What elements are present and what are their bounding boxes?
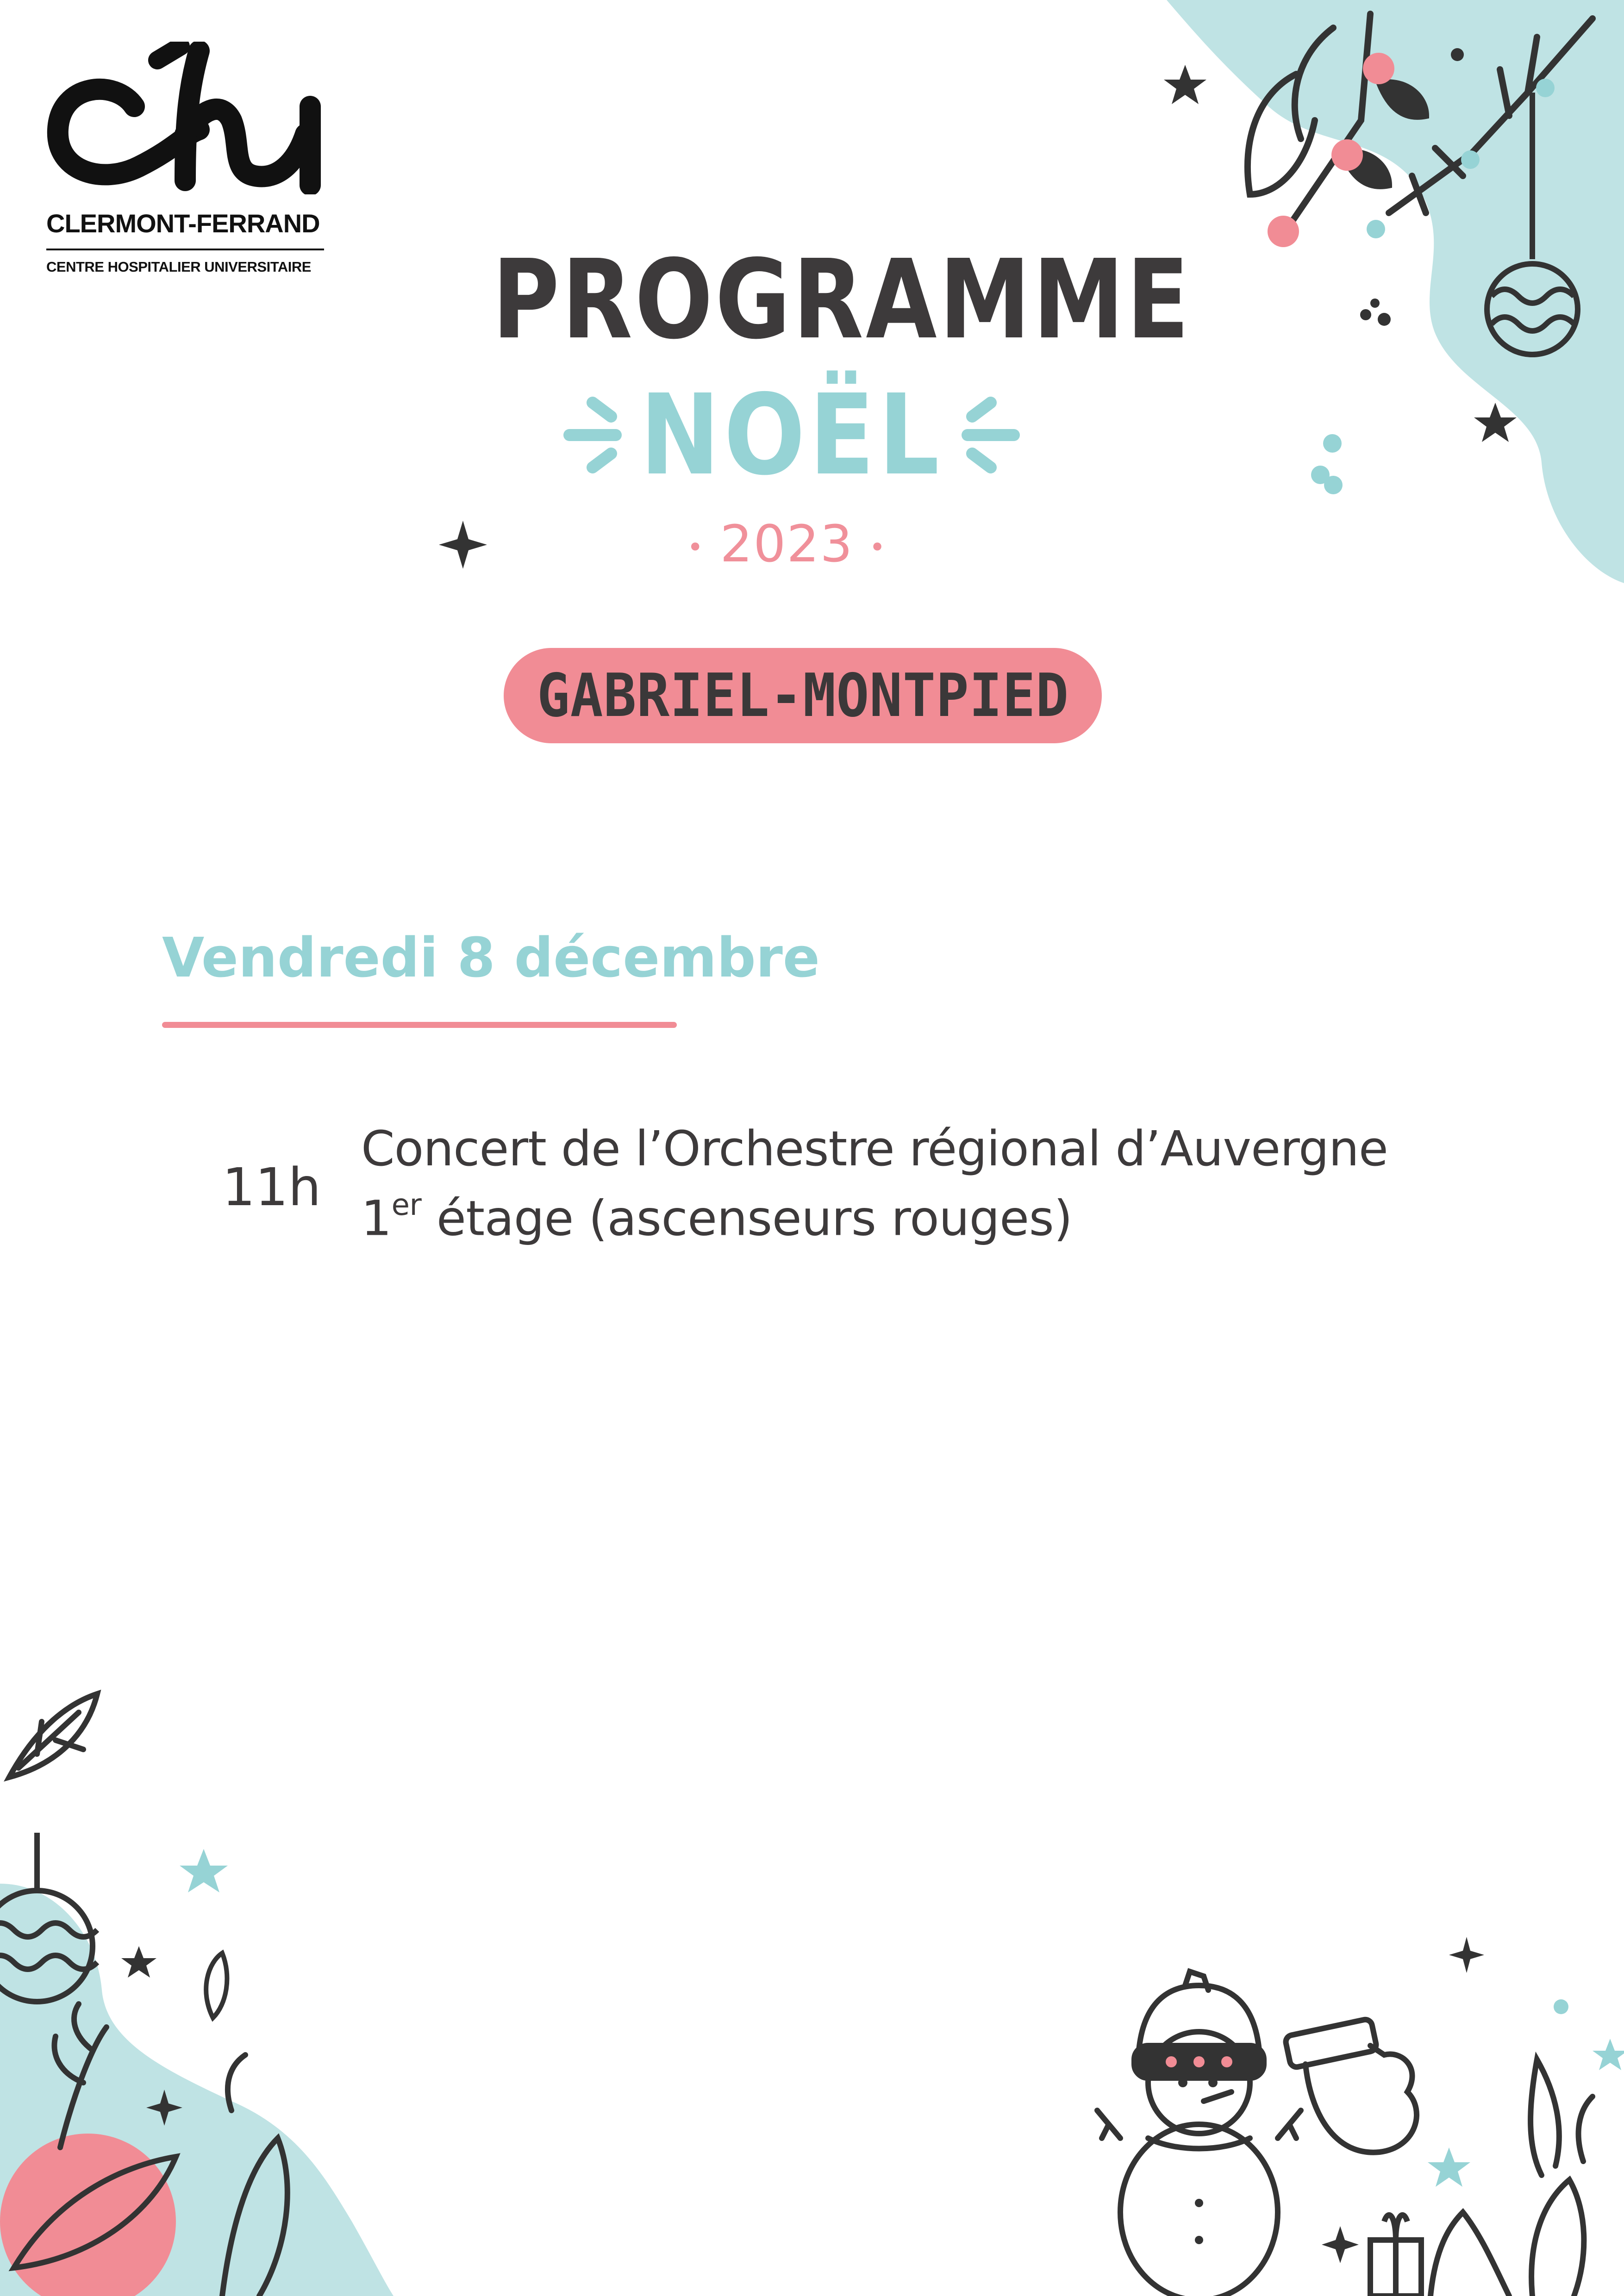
- sparkle-icon: [439, 521, 487, 569]
- star-icon: [180, 1849, 228, 1892]
- sparkle-icon: [1322, 2226, 1359, 2263]
- star-icon: [121, 1946, 156, 1978]
- event-date: Vendredi 8 décembre: [162, 926, 820, 989]
- page-subtitle: NOËL: [640, 370, 943, 500]
- star-icon: [1428, 2147, 1470, 2187]
- location-floor: 1: [361, 1190, 392, 1247]
- date-underline: [162, 1022, 677, 1028]
- gift-icon: [1370, 2215, 1421, 2296]
- year-label: [671, 514, 893, 573]
- mitten-icon: [1285, 2018, 1417, 2153]
- logo-divider: [46, 249, 324, 250]
- leaf-icon: [206, 1953, 227, 2018]
- chu-logo: [46, 42, 333, 275]
- site-badge: [504, 648, 1102, 743]
- event-title: Concert de l’Orchestre régional d’Auvergne: [361, 1120, 1388, 1177]
- snowman-icon: [1097, 1972, 1301, 2296]
- chu-logo-icon: [46, 42, 329, 194]
- site-name: GABRIEL-MONTPIED: [537, 661, 1069, 730]
- logo-name: CLERMONT-FERRAND: [46, 209, 320, 238]
- dot-icon: •: [687, 531, 705, 564]
- event-time: 11h: [222, 1157, 321, 1218]
- location-floor-suffix: er: [391, 1188, 422, 1222]
- sparkle-dots: [1311, 434, 1343, 494]
- year-value: 2023: [720, 514, 854, 573]
- location-rest: étage (ascenseurs rouges): [421, 1190, 1073, 1247]
- star-icon: [1593, 2039, 1624, 2070]
- star-icon: [1164, 65, 1206, 104]
- logo-subtitle: CENTRE HOSPITALIER UNIVERSITAIRE: [46, 259, 311, 275]
- dot-icon: •: [869, 531, 887, 564]
- leaf-icon: [9, 1694, 97, 1777]
- page-title: PROGRAMME: [492, 236, 1192, 363]
- event-location: [361, 1188, 1073, 1247]
- sparkle-icon: [1449, 1937, 1484, 1973]
